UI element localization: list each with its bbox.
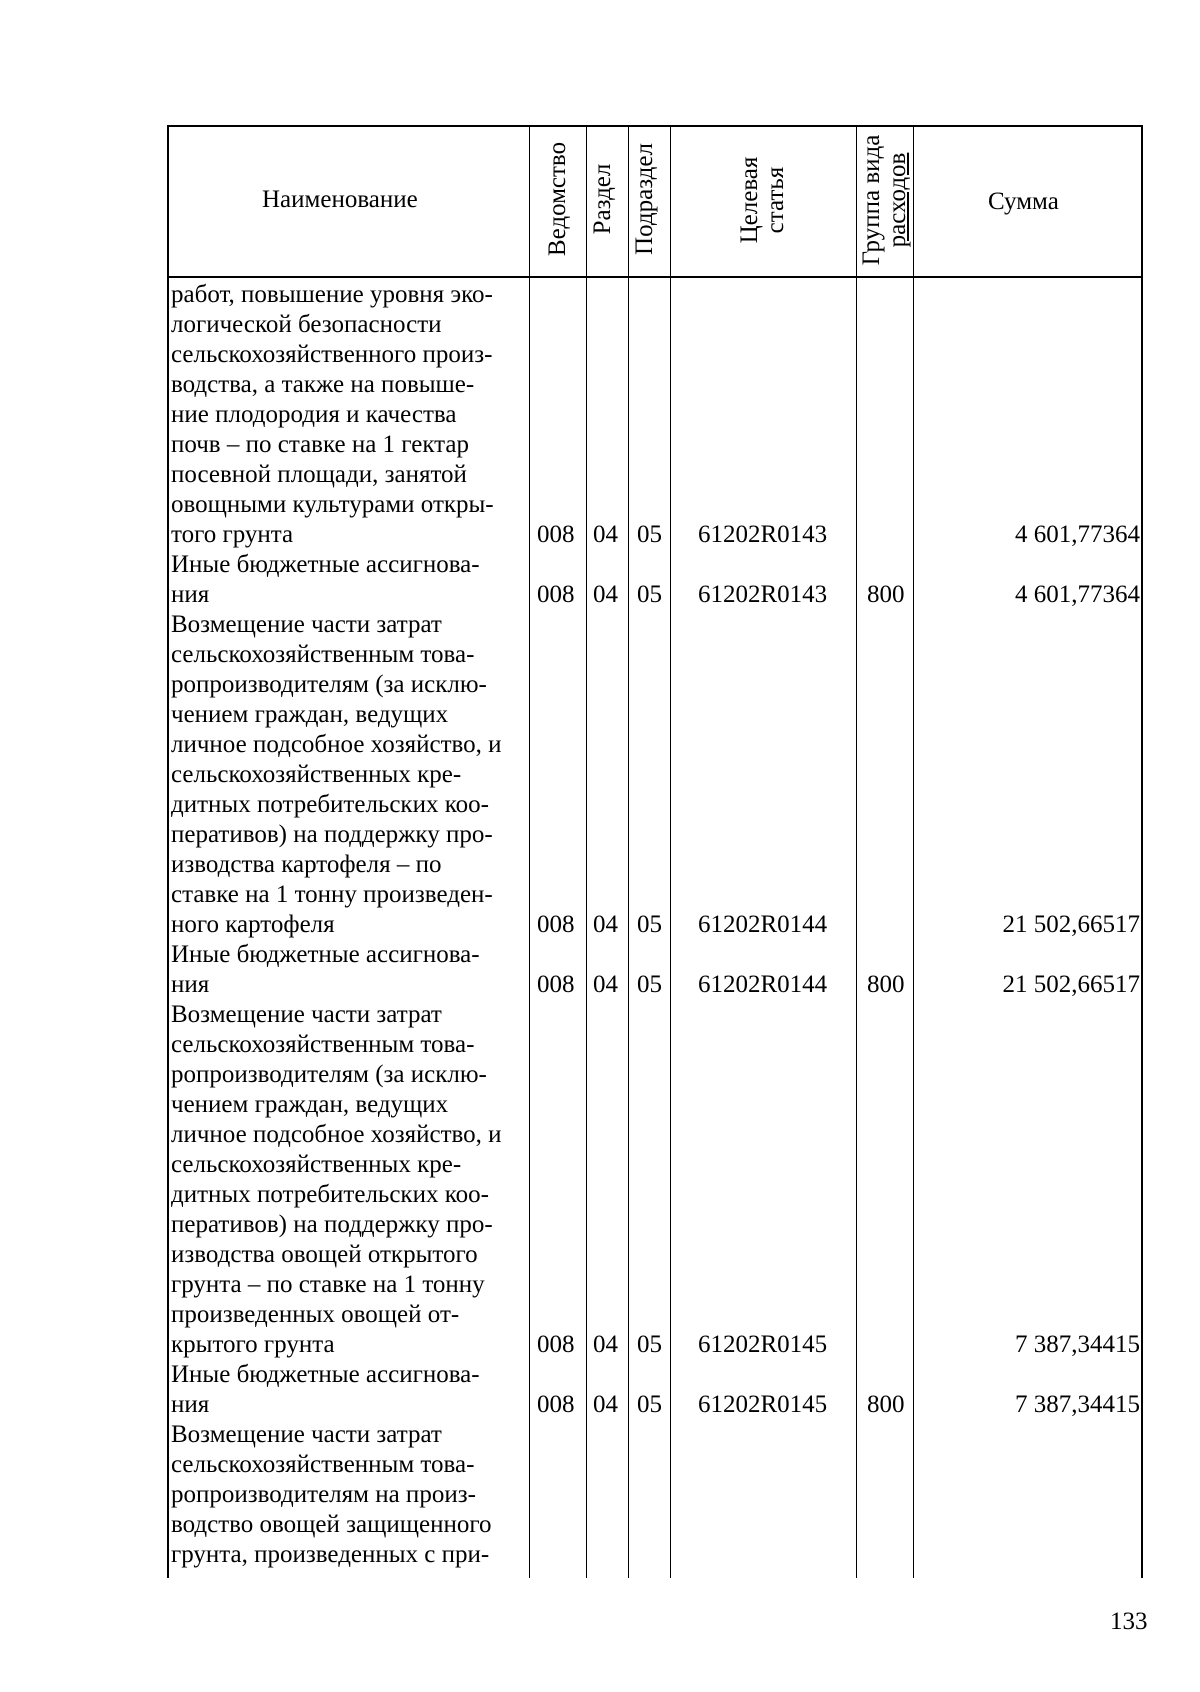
cell-podrazdel: 05 xyxy=(637,1331,662,1358)
cell-razdel: 04 xyxy=(593,1331,618,1358)
cell-vedomstvo: 008 xyxy=(537,911,575,938)
column-border-left xyxy=(167,125,169,1578)
header-bottom-border xyxy=(167,276,1143,278)
cell-podrazdel: 05 xyxy=(637,581,662,608)
row-name: Иные бюджетные ассигнова- ния xyxy=(171,941,480,998)
cell-summa: 21 502,66517 xyxy=(1002,911,1140,938)
cell-razdel: 04 xyxy=(593,911,618,938)
cell-podrazdel: 05 xyxy=(637,1391,662,1418)
row-name: Иные бюджетные ассигнова- ния xyxy=(171,551,480,608)
cell-razdel: 04 xyxy=(593,1391,618,1418)
header-celevaya xyxy=(737,125,789,275)
page-number: 133 xyxy=(1110,1608,1148,1635)
cell-razdel: 04 xyxy=(593,521,618,548)
cell-vedomstvo: 008 xyxy=(537,1331,575,1358)
row-name: Возмещение части затрат сельскохозяйственным това- ропроизводителям (за исклю- чением граждан, ведущих личное подсобное хозяйство, и сельскохозяйственных кре- дитных потребительских коо- перативов) на поддержку про- изводства овощей открытого грунта – по ставке на 1 тонну произведенных овощей от- крытого грунта xyxy=(171,1001,502,1358)
cell-vedomstvo: 008 xyxy=(537,581,575,608)
column-border-raz xyxy=(586,125,587,1578)
cell-summa: 21 502,66517 xyxy=(1002,971,1140,998)
column-border-cel xyxy=(670,125,671,1578)
header-summa: Сумма xyxy=(988,188,1059,215)
cell-celevaya: 61202R0145 xyxy=(698,1391,828,1418)
cell-summa: 7 387,34415 xyxy=(1015,1391,1140,1418)
column-border-right xyxy=(1141,125,1143,1578)
header-podrazdel: Подраздел xyxy=(631,143,658,255)
cell-podrazdel: 05 xyxy=(637,911,662,938)
cell-celevaya: 61202R0143 xyxy=(698,521,828,548)
cell-summa: 7 387,34415 xyxy=(1015,1331,1140,1358)
header-gruppa-line1: Группа вида xyxy=(858,134,885,266)
cell-gruppa: 800 xyxy=(867,1391,905,1418)
row-name: Иные бюджетные ассигнова- ния xyxy=(171,1361,480,1418)
header-celevaya-line2: статья xyxy=(762,166,789,234)
column-border-pod xyxy=(628,125,629,1578)
cell-vedomstvo: 008 xyxy=(537,971,575,998)
cell-gruppa: 800 xyxy=(867,971,905,998)
cell-razdel: 04 xyxy=(593,971,618,998)
cell-summa: 4 601,77364 xyxy=(1015,521,1140,548)
cell-celevaya: 61202R0144 xyxy=(698,971,828,998)
cell-celevaya: 61202R0144 xyxy=(698,911,828,938)
column-border-grp xyxy=(856,125,857,1578)
cell-razdel: 04 xyxy=(593,581,618,608)
cell-celevaya: 61202R0143 xyxy=(698,581,828,608)
row-name: работ, повышение уровня эко- логической безопасности сельскохозяйственного произ- водства, а также на повыше- ние плодородия и качества почв – по ставке на 1 гектар посевной площади, занятой овощными культурами откры- того грунта xyxy=(171,281,494,548)
cell-summa: 4 601,77364 xyxy=(1015,581,1140,608)
header-celevaya-line1: Целевая xyxy=(736,156,763,244)
row-name: Возмещение части затрат сельскохозяйственным това- ропроизводителям на произ- водство овощей защищенного грунта, произведенных с при- xyxy=(171,1421,492,1568)
row-name: Возмещение части затрат сельскохозяйственным това- ропроизводителям (за исклю- чением граждан, ведущих личное подсобное хозяйство, и сельскохозяйственных кре- дитных потребительских коо- перативов) на поддержку про- изводства картофеля – по ставке на 1 тонну произведен- ного картофеля xyxy=(171,611,502,938)
cell-podrazdel: 05 xyxy=(637,971,662,998)
cell-vedomstvo: 008 xyxy=(537,1391,575,1418)
cell-gruppa: 800 xyxy=(867,581,905,608)
column-border-sum xyxy=(913,125,914,1578)
header-vedomstvo: Ведомство xyxy=(544,141,571,257)
cell-podrazdel: 05 xyxy=(637,521,662,548)
cell-vedomstvo: 008 xyxy=(537,521,575,548)
header-name: Наименование xyxy=(262,186,418,213)
header-gruppa xyxy=(859,125,911,275)
column-border-ved xyxy=(529,125,530,1578)
header-gruppa-line2: расходов xyxy=(884,152,911,248)
header-razdel: Раздел xyxy=(589,163,616,235)
cell-celevaya: 61202R0145 xyxy=(698,1331,828,1358)
